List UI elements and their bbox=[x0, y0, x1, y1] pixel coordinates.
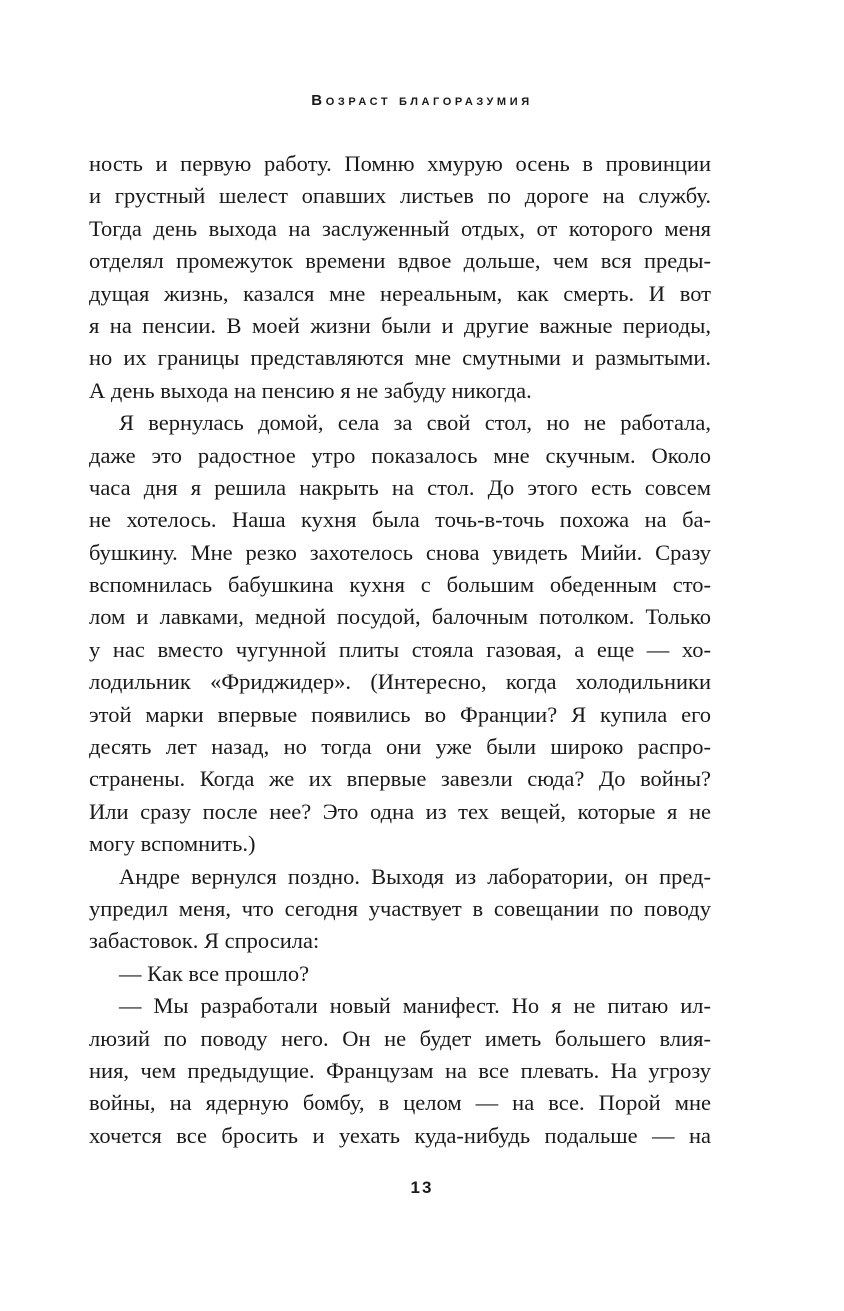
text-line: забастовок. Я спросила: bbox=[89, 928, 320, 954]
text-line: не хотелось. Наша кухня была точь-в-точь похожа на ба- bbox=[89, 507, 711, 533]
text-line: вспомнилась бабушкина кухня с большим обеденным сто- bbox=[89, 572, 711, 598]
text-line: могу вспомнить.) bbox=[89, 831, 256, 857]
text-line: войны, на ядерную бомбу, в целом — на все. Порой мне bbox=[89, 1090, 711, 1116]
text-line: Тогда день выхода на заслуженный отдых, от которого меня bbox=[89, 215, 711, 241]
text-line: у нас вместо чугунной плиты стояла газовая, а еще — хо- bbox=[89, 636, 711, 662]
text-line: А день выхода на пенсию я не забуду никогда. bbox=[89, 377, 532, 403]
text-line: часа дня я решила накрыть на стол. До этого есть совсем bbox=[89, 474, 711, 500]
text-line: и грустный шелест опавших листьев по дороге на службу. bbox=[89, 183, 711, 209]
text-line: отделял промежуток времени вдвое дольше, чем вся преды- bbox=[89, 248, 711, 274]
text-line: люзий по поводу него. Он не будет иметь большего влия- bbox=[89, 1025, 711, 1051]
text-line: я на пенсии. В моей жизни были и другие важные периоды, bbox=[89, 312, 711, 338]
text-line: ность и первую работу. Помню хмурую осень в провинции bbox=[89, 151, 711, 176]
text-line: лодильник «Фриджидер». (Интересно, когда холодильники bbox=[89, 669, 711, 695]
text-line: ния, чем предыдущие. Французам на все плевать. На угрозу bbox=[89, 1057, 711, 1083]
text-line: бушкину. Мне резко захотелось снова увидеть Мийи. Сразу bbox=[89, 539, 711, 565]
text-line: Андре вернулся поздно. Выходя из лаборатории, он пред- bbox=[119, 863, 711, 889]
page-number: 13 bbox=[410, 1178, 434, 1197]
text-line: хочется все бросить и уехать куда-нибудь подальше — на bbox=[89, 1122, 711, 1148]
text-line: странены. Когда же их впервые завезли сюда? До войны? bbox=[89, 766, 711, 792]
text-line: десять лет назад, но тогда они уже были широко распро- bbox=[89, 734, 711, 760]
text-line: но их границы представляются мне смутными и размытыми. bbox=[89, 345, 711, 371]
running-head: Возраст благоразумия bbox=[311, 92, 533, 109]
text-line: — Как все прошло? bbox=[119, 960, 310, 986]
body-text bbox=[89, 148, 711, 1152]
text-line: лом и лавками, медной посудой, балочным потолком. Только bbox=[89, 604, 711, 630]
text-line: Я вернулась домой, села за свой стол, но не работала, bbox=[119, 410, 711, 436]
text-line: дущая жизнь, казался мне нереальным, как смерть. И вот bbox=[89, 280, 711, 306]
text-line: упредил меня, что сегодня участвует в совещании по поводу bbox=[89, 895, 711, 921]
text-line: — Мы разработали новый манифест. Но я не питаю ил- bbox=[119, 993, 711, 1019]
text-line: этой марки впервые появились во Франции? Я купила его bbox=[89, 701, 711, 727]
text-line: даже это радостное утро показалось мне скучным. Около bbox=[89, 442, 711, 468]
text-line: Или сразу после нее? Это одна из тех вещей, которые я не bbox=[89, 798, 711, 824]
